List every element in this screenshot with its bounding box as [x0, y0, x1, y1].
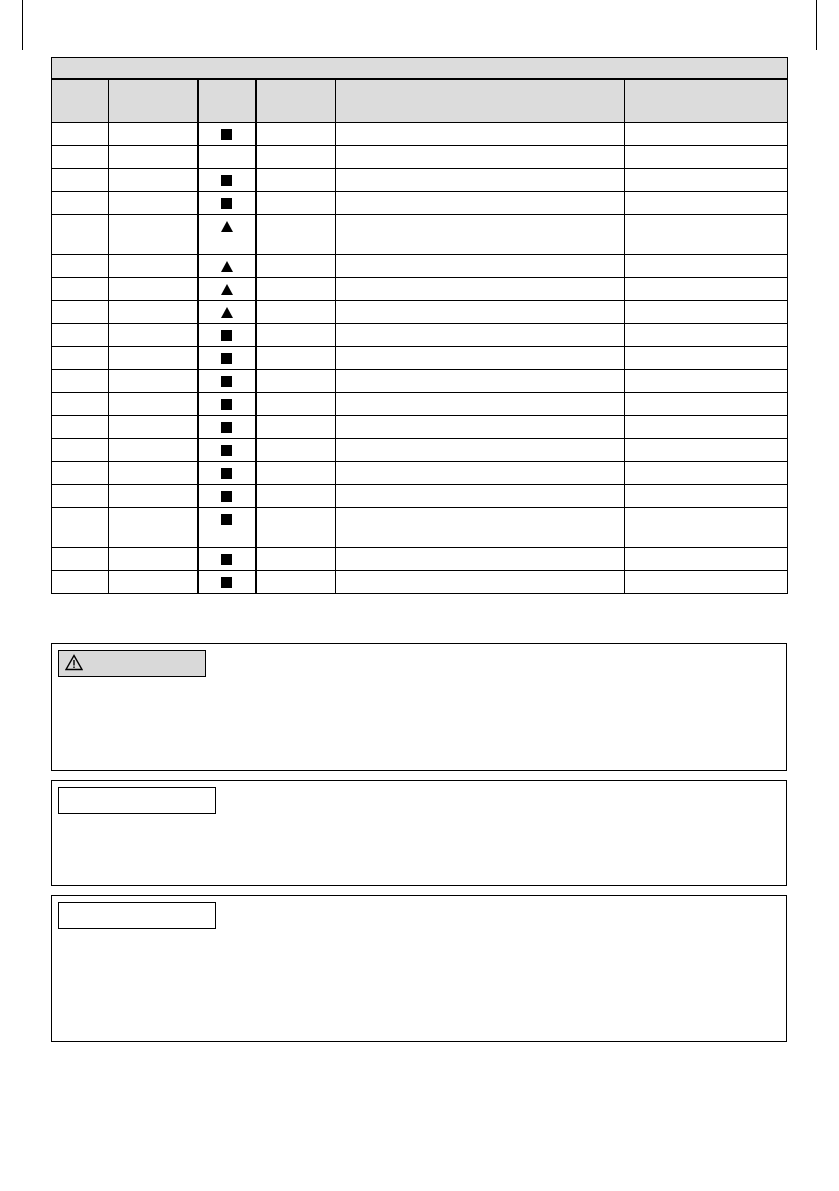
table-cell — [336, 439, 625, 462]
table-cell — [52, 571, 109, 594]
table-cell — [625, 278, 788, 301]
attribute-cell — [198, 278, 256, 301]
table-row — [52, 548, 788, 571]
table-cell — [625, 169, 788, 192]
table-cell — [256, 215, 336, 255]
table-row — [52, 485, 788, 508]
table-cell — [336, 123, 625, 146]
triangle-marker-icon — [221, 261, 233, 272]
table-row — [52, 347, 788, 370]
table-row — [52, 255, 788, 278]
table-cell — [625, 215, 788, 255]
parameter-table — [51, 57, 788, 594]
square-marker-icon — [221, 577, 232, 588]
table-cell — [625, 255, 788, 278]
table-row — [52, 393, 788, 416]
table-cell — [625, 508, 788, 548]
square-marker-icon — [221, 353, 232, 364]
table-cell — [625, 301, 788, 324]
table-cell — [52, 324, 109, 347]
table-cell — [109, 485, 198, 508]
attribute-cell — [198, 301, 256, 324]
table-cell — [109, 123, 198, 146]
table-cell — [336, 301, 625, 324]
column-header — [256, 79, 336, 123]
table-cell — [256, 548, 336, 571]
table-cell — [109, 548, 198, 571]
attribute-cell — [198, 169, 256, 192]
table-cell — [109, 324, 198, 347]
table-cell — [256, 192, 336, 215]
table-row — [52, 146, 788, 169]
square-marker-icon — [221, 445, 232, 456]
warning-tag — [58, 650, 206, 677]
table-cell — [336, 485, 625, 508]
notice-box — [51, 895, 787, 1042]
attribute-cell — [198, 146, 256, 169]
table-cell — [109, 508, 198, 548]
attribute-cell — [198, 485, 256, 508]
table-cell — [256, 439, 336, 462]
square-marker-icon — [221, 468, 232, 479]
table-cell — [109, 347, 198, 370]
table-cell — [256, 169, 336, 192]
attribute-cell — [198, 347, 256, 370]
triangle-marker-icon — [221, 307, 233, 318]
table-cell — [109, 278, 198, 301]
table-cell — [52, 462, 109, 485]
table-cell — [109, 301, 198, 324]
table-cell — [625, 192, 788, 215]
table-cell — [625, 571, 788, 594]
table-cell — [52, 508, 109, 548]
table-cell — [625, 324, 788, 347]
attribute-cell — [198, 393, 256, 416]
table-row — [52, 439, 788, 462]
table-cell — [625, 548, 788, 571]
warning-triangle-icon — [65, 654, 83, 671]
table-cell — [52, 255, 109, 278]
table-cell — [256, 393, 336, 416]
table-cell — [109, 462, 198, 485]
table-title — [52, 58, 788, 80]
table-row — [52, 169, 788, 192]
table-cell — [336, 347, 625, 370]
table-row — [52, 370, 788, 393]
attribute-cell — [198, 439, 256, 462]
attribute-cell — [198, 416, 256, 439]
table-cell — [336, 169, 625, 192]
table-cell — [52, 370, 109, 393]
table-row — [52, 278, 788, 301]
table-cell — [336, 462, 625, 485]
table-cell — [336, 370, 625, 393]
square-marker-icon — [221, 376, 232, 387]
table-cell — [336, 255, 625, 278]
table-cell — [109, 571, 198, 594]
table-cell — [625, 123, 788, 146]
table-row — [52, 462, 788, 485]
square-marker-icon — [221, 129, 232, 140]
table-cell — [52, 347, 109, 370]
table-cell — [52, 215, 109, 255]
triangle-marker-icon — [221, 221, 233, 232]
table-cell — [52, 416, 109, 439]
table-cell — [109, 393, 198, 416]
table-cell — [625, 416, 788, 439]
table-cell — [52, 301, 109, 324]
table-cell — [109, 192, 198, 215]
table-cell — [109, 370, 198, 393]
crop-mark-right — [816, 0, 817, 50]
square-marker-icon — [221, 422, 232, 433]
table-cell — [336, 548, 625, 571]
table-cell — [109, 146, 198, 169]
table-row — [52, 192, 788, 215]
column-header — [52, 79, 109, 123]
notice-tag — [58, 902, 216, 929]
attribute-cell — [198, 324, 256, 347]
table-cell — [336, 571, 625, 594]
table-row — [52, 508, 788, 548]
table-cell — [256, 370, 336, 393]
table-row — [52, 301, 788, 324]
attribute-cell — [198, 192, 256, 215]
table-cell — [52, 192, 109, 215]
notice-box — [51, 780, 787, 886]
table-cell — [52, 393, 109, 416]
table-cell — [625, 393, 788, 416]
table-cell — [109, 169, 198, 192]
table-cell — [52, 169, 109, 192]
table-cell — [109, 215, 198, 255]
table-cell — [109, 255, 198, 278]
table-cell — [625, 462, 788, 485]
square-marker-icon — [221, 514, 232, 525]
table-row — [52, 571, 788, 594]
column-header — [198, 79, 256, 123]
table-cell — [336, 393, 625, 416]
warning-notice — [51, 643, 787, 771]
attribute-cell — [198, 508, 256, 548]
table-cell — [336, 508, 625, 548]
table-cell — [256, 462, 336, 485]
table-cell — [256, 278, 336, 301]
table-cell — [52, 439, 109, 462]
attribute-cell — [198, 255, 256, 278]
table-row — [52, 123, 788, 146]
square-marker-icon — [221, 330, 232, 341]
triangle-marker-icon — [221, 284, 233, 295]
square-marker-icon — [221, 399, 232, 410]
table-cell — [256, 571, 336, 594]
table-cell — [336, 278, 625, 301]
attribute-cell — [198, 215, 256, 255]
attribute-cell — [198, 571, 256, 594]
attribute-cell — [198, 548, 256, 571]
table-cell — [256, 508, 336, 548]
table-cell — [256, 146, 336, 169]
attribute-cell — [198, 462, 256, 485]
table-cell — [336, 416, 625, 439]
notice-tag — [58, 787, 216, 814]
attribute-cell — [198, 123, 256, 146]
table-row — [52, 215, 788, 255]
table-cell — [336, 324, 625, 347]
table-cell — [625, 439, 788, 462]
table-cell — [625, 146, 788, 169]
table-cell — [256, 123, 336, 146]
table-cell — [625, 370, 788, 393]
square-marker-icon — [221, 198, 232, 209]
table-cell — [52, 146, 109, 169]
column-header — [109, 79, 198, 123]
table-cell — [336, 192, 625, 215]
column-header — [625, 79, 788, 123]
column-header — [336, 79, 625, 123]
table-cell — [256, 485, 336, 508]
table-row — [52, 324, 788, 347]
table-cell — [256, 347, 336, 370]
table-cell — [52, 485, 109, 508]
table-cell — [256, 301, 336, 324]
attribute-cell — [198, 370, 256, 393]
table-cell — [336, 215, 625, 255]
table-cell — [52, 548, 109, 571]
crop-mark-left — [22, 0, 23, 50]
square-marker-icon — [221, 175, 232, 186]
table-cell — [256, 416, 336, 439]
table-row — [52, 416, 788, 439]
square-marker-icon — [221, 491, 232, 502]
table-cell — [625, 485, 788, 508]
table-cell — [336, 146, 625, 169]
table-cell — [109, 416, 198, 439]
table-cell — [52, 278, 109, 301]
table-cell — [256, 324, 336, 347]
table-cell — [109, 439, 198, 462]
table-cell — [256, 255, 336, 278]
table-cell — [52, 123, 109, 146]
square-marker-icon — [221, 554, 232, 565]
table-cell — [625, 347, 788, 370]
